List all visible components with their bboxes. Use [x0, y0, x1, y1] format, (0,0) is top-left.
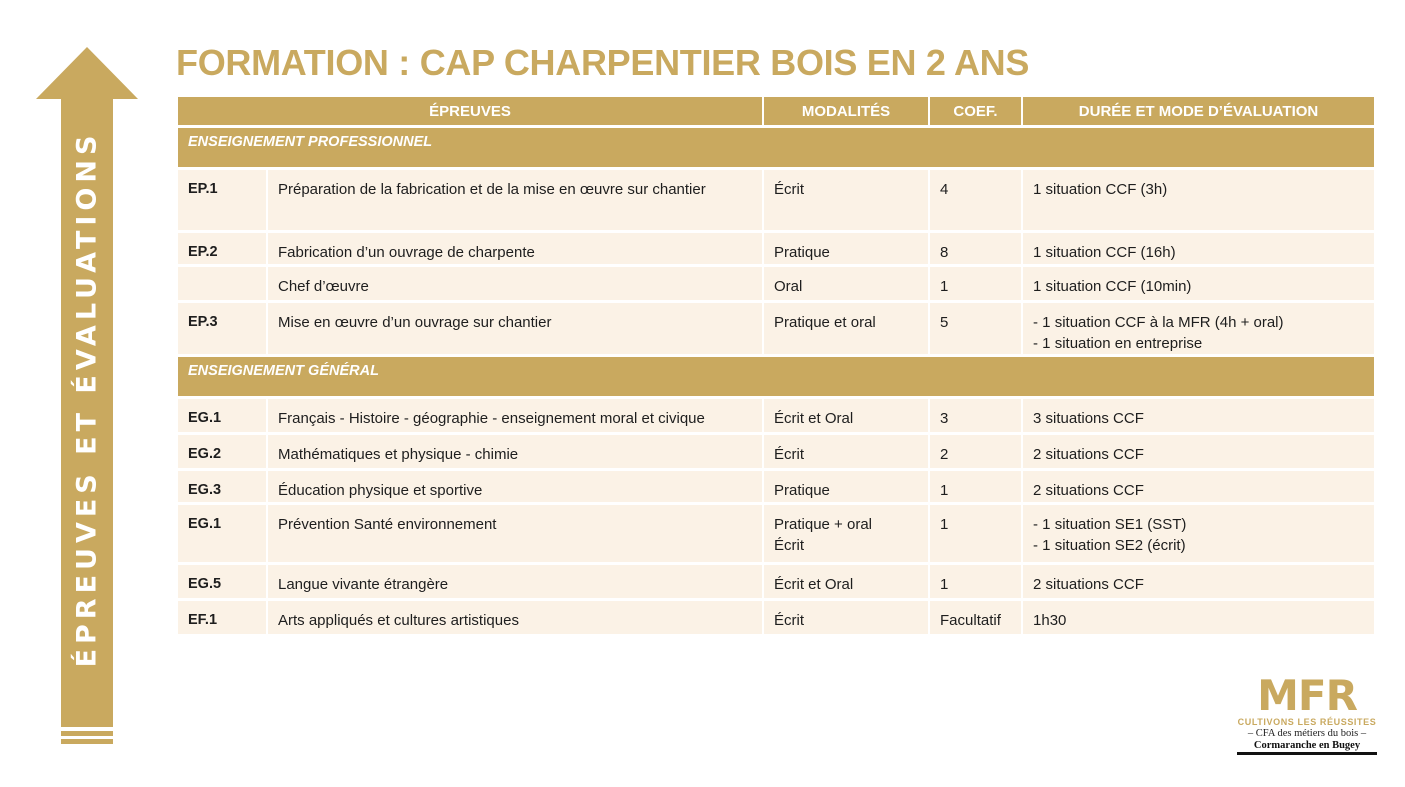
evaluation-table: [176, 94, 1376, 637]
arrow-up-icon: [36, 47, 138, 99]
epreuve-modalite: Pratique + oral Écrit: [764, 505, 928, 562]
sidebar-label: ÉPREUVES ET ÉVALUATIONS: [71, 130, 103, 668]
arrow-base-line: [61, 739, 113, 744]
epreuve-modalite: Écrit et Oral: [764, 565, 928, 598]
side-arrow-banner: [36, 47, 138, 745]
epreuve-code: EP.2: [178, 233, 266, 264]
epreuve-coef: 5: [930, 303, 1021, 354]
epreuve-code: EP.3: [178, 303, 266, 354]
epreuve-code: EG.5: [178, 565, 266, 598]
table-header-row: [178, 97, 1374, 125]
header-epreuves: ÉPREUVES: [178, 97, 762, 125]
epreuve-name: Français - Histoire - géographie - enseignement moral et civique: [268, 399, 762, 432]
epreuve-duree: - 1 situation SE1 (SST) - 1 situation SE2 (écrit): [1023, 505, 1374, 562]
table-row: [178, 170, 1374, 230]
arrow-base-line: [61, 731, 113, 736]
page-title: FORMATION : CAP CHARPENTIER BOIS EN 2 ANS: [176, 42, 1030, 83]
logo-subtitle: – CFA des métiers du bois –: [1247, 728, 1367, 739]
table-row: [178, 505, 1374, 562]
section-row: [178, 357, 1374, 396]
epreuve-duree: 2 situations CCF: [1023, 471, 1374, 502]
epreuve-coef: 8: [930, 233, 1021, 264]
epreuve-duree: 1 situation CCF (16h): [1023, 233, 1374, 264]
epreuve-coef: 1: [930, 471, 1021, 502]
epreuve-modalite: Écrit et Oral: [764, 399, 928, 432]
header-coef: COEF.: [930, 97, 1021, 125]
epreuve-duree: 1 situation CCF (3h): [1023, 170, 1374, 230]
header-duree: DURÉE ET MODE D’ÉVALUATION: [1023, 97, 1374, 125]
section-title-general: ENSEIGNEMENT GÉNÉRAL: [178, 357, 1374, 396]
table-row: [178, 565, 1374, 598]
section-row: [178, 128, 1374, 167]
table-row: [178, 471, 1374, 502]
epreuve-modalite: Écrit: [764, 170, 928, 230]
epreuve-coef: Facultatif: [930, 601, 1021, 634]
epreuve-name: Chef d’œuvre: [268, 267, 762, 300]
epreuve-modalite: Pratique: [764, 471, 928, 502]
epreuve-name: Prévention Santé environnement: [268, 505, 762, 562]
epreuve-coef: 1: [930, 505, 1021, 562]
epreuve-name: Langue vivante étrangère: [268, 565, 762, 598]
table-row: [178, 435, 1374, 468]
epreuve-name: Préparation de la fabrication et de la mise en œuvre sur chantier: [268, 170, 762, 230]
epreuve-code: EG.1: [178, 399, 266, 432]
table-row: [178, 601, 1374, 634]
epreuve-modalite: Écrit: [764, 601, 928, 634]
epreuve-modalite: Écrit: [764, 435, 928, 468]
epreuve-code: EG.3: [178, 471, 266, 502]
epreuve-coef: 1: [930, 565, 1021, 598]
logo-slogan: CULTIVONS LES RÉUSSITES: [1237, 717, 1377, 727]
epreuve-code: EG.1: [178, 505, 266, 562]
table-row: [178, 303, 1374, 354]
epreuve-duree: - 1 situation CCF à la MFR (4h + oral) - 1 situation en entreprise: [1023, 303, 1374, 354]
epreuve-coef: 2: [930, 435, 1021, 468]
epreuve-coef: 1: [930, 267, 1021, 300]
mfr-logo: [1237, 671, 1377, 755]
epreuve-coef: 4: [930, 170, 1021, 230]
epreuve-duree: 3 situations CCF: [1023, 399, 1374, 432]
logo-mark: MFR: [1257, 671, 1357, 720]
epreuve-name: Fabrication d’un ouvrage de charpente: [268, 233, 762, 264]
epreuve-modalite: Oral: [764, 267, 928, 300]
epreuve-name: Arts appliqués et cultures artistiques: [268, 601, 762, 634]
table-row: [178, 233, 1374, 264]
epreuve-code: [178, 267, 266, 300]
epreuve-name: Mise en œuvre d’un ouvrage sur chantier: [268, 303, 762, 354]
epreuve-code: EP.1: [178, 170, 266, 230]
epreuve-code: EG.2: [178, 435, 266, 468]
table-row: [178, 399, 1374, 432]
epreuve-duree: 1 situation CCF (10min): [1023, 267, 1374, 300]
epreuve-duree: 1h30: [1023, 601, 1374, 634]
epreuve-duree: 2 situations CCF: [1023, 435, 1374, 468]
epreuve-name: Mathématiques et physique - chimie: [268, 435, 762, 468]
logo-place: Cormaranche en Bugey: [1237, 740, 1377, 755]
epreuve-modalite: Pratique: [764, 233, 928, 264]
section-title-professionnel: ENSEIGNEMENT PROFESSIONNEL: [178, 128, 1374, 167]
table-row: [178, 267, 1374, 300]
epreuve-name: Éducation physique et sportive: [268, 471, 762, 502]
epreuve-duree: 2 situations CCF: [1023, 565, 1374, 598]
epreuve-modalite: Pratique et oral: [764, 303, 928, 354]
epreuve-code: EF.1: [178, 601, 266, 634]
header-modalites: MODALITÉS: [764, 97, 928, 125]
epreuve-coef: 3: [930, 399, 1021, 432]
